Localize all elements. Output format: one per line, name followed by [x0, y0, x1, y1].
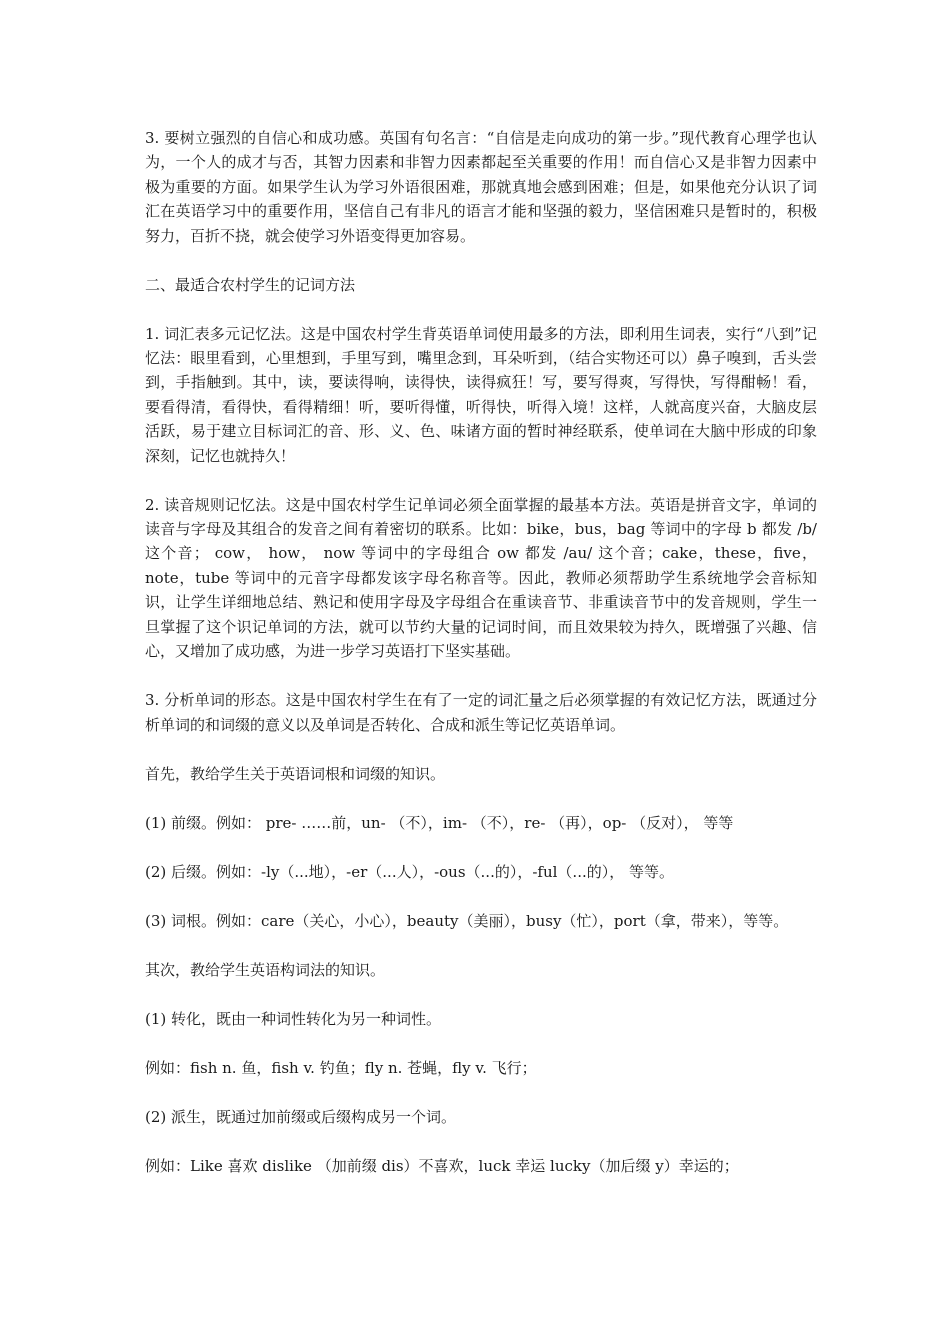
paragraph-prefix-examples: (1) 前缀。例如： pre- ……前，un- （不），im- （不），re- （再），op- （反对）， 等等 — [145, 813, 734, 832]
section-heading-methods: 二、最适合农村学生的记词方法 — [145, 275, 356, 294]
paragraph-conversion: (1) 转化，既由一种词性转化为另一种词性。 — [145, 1009, 442, 1028]
paragraph-pronunciation-rules: 2. 读音规则记忆法。这是中国农村学生记单词必须全面掌握的最基本方法。英语是拼音文字，单词的读音与字母及其组合的发音之间有着密切的联系。比如：bike，bus，bag 等词中的字母 b 都发 /b/ 这个音； cow， how， now 等词中的字母组合 ow 都发 /au/ 这个音；cake，these，five，note，tube 等词中的元音字母都发该字母名称音等。因此，教师必须帮助学生系统地学会音标知识，让学生详细地总结、熟记和使用字母及字母组合在重读音节、非重读音节中的发音规则，学生一旦掌握了这个识记单词的方法，就可以节约大量的记词时间，而且效果较为持久，既增强了兴趣、信心，又增加了成功感，为进一步学习英语打下坚实基础。 — [145, 495, 817, 661]
paragraph-word-morphology: 3. 分析单词的形态。这是中国农村学生在有了一定的词汇量之后必须掌握的有效记忆方法，既通过分析单词的和词缀的意义以及单词是否转化、合成和派生等记忆英语单词。 — [145, 691, 817, 734]
document-page — [145, 126, 817, 1203]
paragraph-derivation: (2) 派生，既通过加前缀或后缀构成另一个词。 — [145, 1107, 457, 1126]
paragraph-first-roots-affixes: 首先，教给学生关于英语词根和词缀的知识。 — [145, 764, 446, 783]
paragraph-root-examples: (3) 词根。例如：care（关心，小心），beauty（美丽），busy（忙），port（拿，带来），等等。 — [145, 911, 789, 930]
paragraph-suffix-examples: (2) 后缀。例如：-ly（...地），-er（...人），-ous（...的），-ful（...的）， 等等。 — [145, 862, 674, 881]
paragraph-conversion-example: 例如：fish n. 鱼，fish v. 钓鱼；fly n. 苍蝇，fly v. 飞行； — [145, 1058, 537, 1077]
paragraph-confidence: 3. 要树立强烈的自信心和成功感。英国有句名言：“自信是走向成功的第一步。”现代教育心理学也认为，一个人的成才与否，其智力因素和非智力因素都起至关重要的作用！而自信心又是非智力因素中极为重要的方面。如果学生认为学习外语很困难，那就真地会感到困难；但是，如果他充分认识了词汇在英语学习中的重要作用，坚信自己有非凡的语言才能和坚强的毅力，坚信困难只是暂时的，积极努力，百折不挠，就会使学习外语变得更加容易。 — [145, 129, 817, 245]
paragraph-second-word-formation: 其次，教给学生英语构词法的知识。 — [145, 960, 386, 979]
paragraph-vocab-list-method: 1. 词汇表多元记忆法。这是中国农村学生背英语单词使用最多的方法，即利用生词表，实行“八到”记忆法：眼里看到，心里想到，手里写到，嘴里念到，耳朵听到，（结合实物还可以）鼻子嗅到，舌头尝到，手指触到。其中，读，要读得响，读得快，读得疯狂！写，要写得爽，写得快，写得酣畅！看，要看得清，看得快，看得精细！听，要听得懂，听得快，听得入境！这样，人就高度兴奋，大脑皮层活跃，易于建立目标词汇的音、形、义、色、味诸方面的暂时神经联系，使单词在大脑中形成的印象深刻，记忆也就持久！ — [145, 324, 817, 465]
paragraph-derivation-example: 例如：Like 喜欢 dislike （加前缀 dis）不喜欢，luck 幸运 lucky（加后缀 y）幸运的； — [145, 1156, 739, 1175]
